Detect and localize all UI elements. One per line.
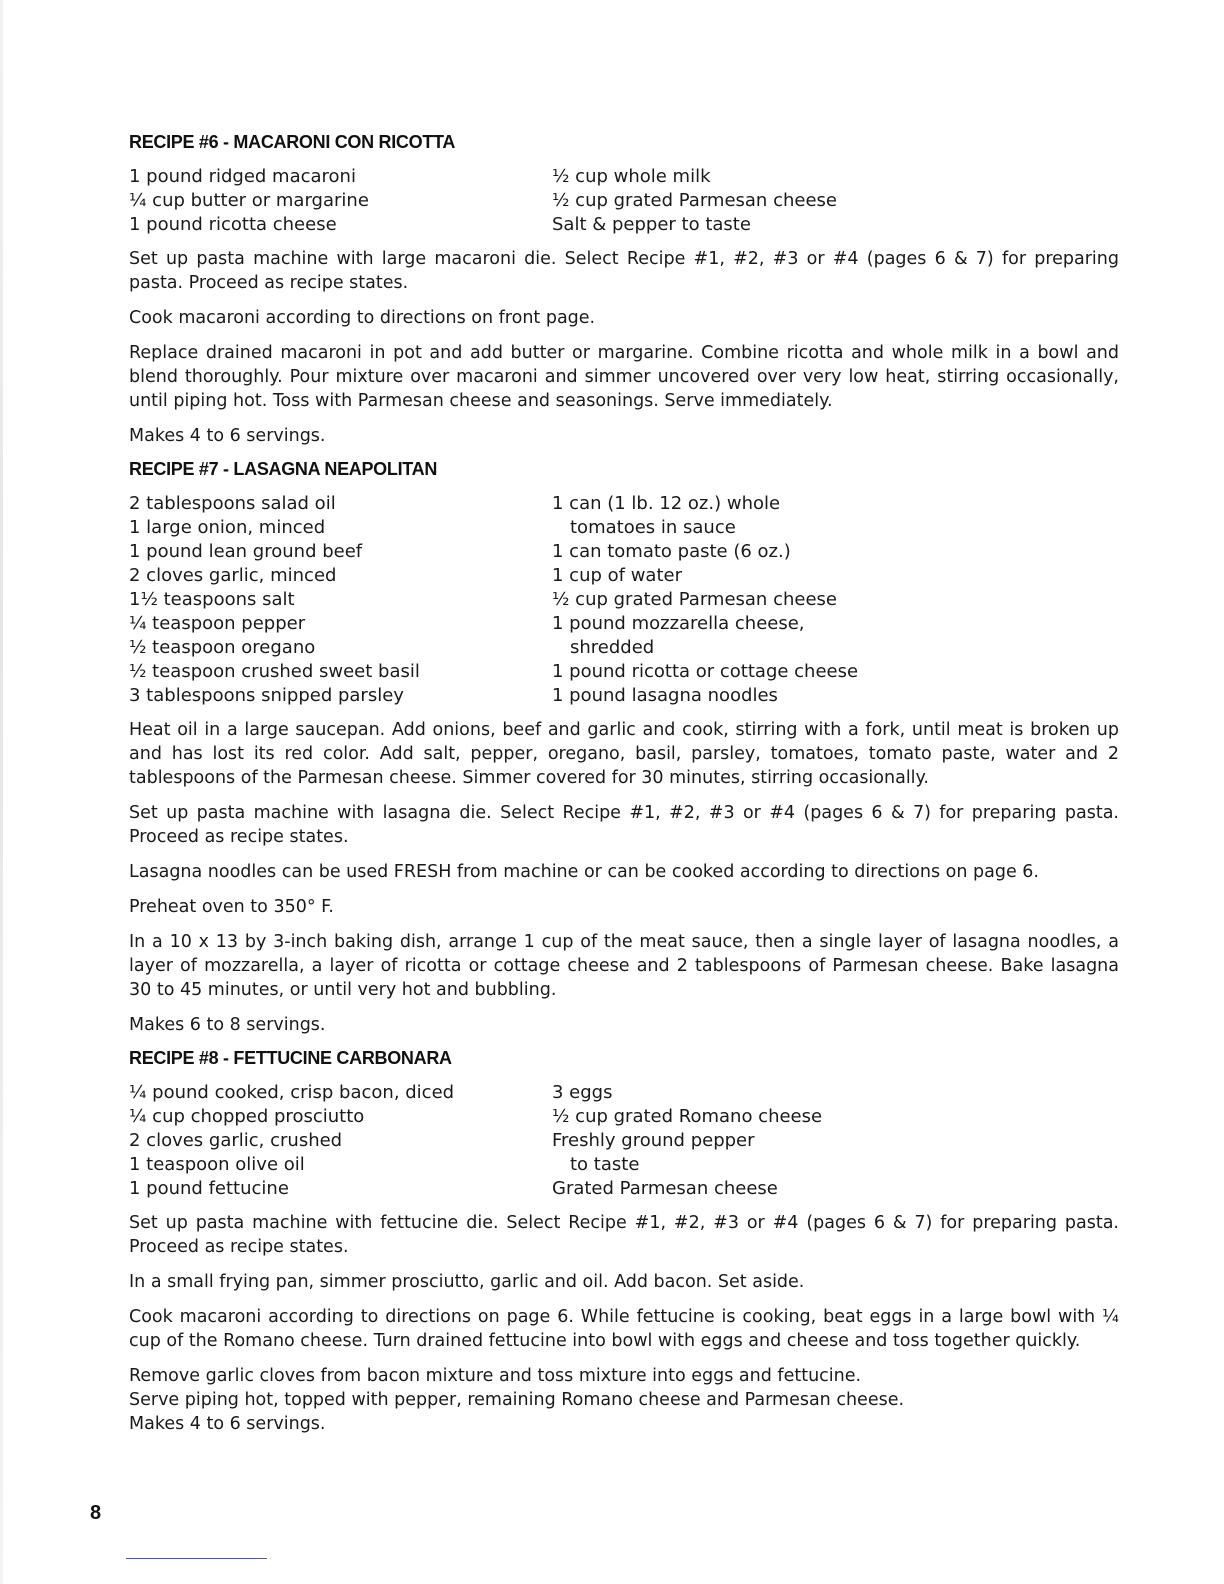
ingredient-item: 1 pound ricotta or cottage cheese [552, 661, 859, 682]
ingredient-column-right [552, 492, 1119, 708]
ingredient-item: 1 teaspoon olive oil [129, 1154, 305, 1175]
ingredient-item: ¼ cup butter or margarine [129, 190, 369, 211]
ingredient-item: 1 pound lasagna noodles [552, 685, 778, 706]
ingredient-item: 1½ teaspoons salt [129, 589, 295, 610]
ingredient-item: ½ cup grated Parmesan cheese [552, 589, 837, 610]
instruction-paragraph: Set up pasta machine with fettucine die. Select Recipe #1, #2, #3 or #4 (pages 6 & 7) for preparing pasta. Proceed as recipe states. [129, 1213, 1119, 1257]
ingredient-item: 1 pound lean ground beef [129, 541, 363, 562]
recipe-title: RECIPE #7 - LASAGNA NEAPOLITAN [129, 459, 438, 479]
ingredient-item: 3 tablespoons snipped parsley [129, 685, 404, 706]
ingredient-item: tomatoes in sauce [570, 517, 736, 538]
ingredient-item: 1 can tomato paste (6 oz.) [552, 541, 791, 562]
ingredient-item: Salt & pepper to taste [552, 214, 751, 235]
ingredient-column-right [552, 1081, 1119, 1201]
ingredient-item: ½ teaspoon crushed sweet basil [129, 661, 420, 682]
instruction-paragraph: Heat oil in a large saucepan. Add onions, beef and garlic and cook, stirring with a fork, until meat is broken up and has lost its red color. Add salt, pepper, oregano, basil, parsley, tomatoes, tomato paste, water and 2 tablespoons of the Parmesan cheese. Simmer covered for 30 minutes, stirring occasionally. [129, 720, 1119, 788]
recipe-title: RECIPE #6 - MACARONI CON RICOTTA [129, 132, 456, 152]
ingredient-item: ¼ pound cooked, crisp bacon, diced [129, 1082, 455, 1103]
ingredient-item: 2 cloves garlic, crushed [129, 1130, 343, 1151]
recipe-6 [129, 132, 1119, 448]
ingredient-item: ½ cup grated Parmesan cheese [552, 190, 837, 211]
ingredient-item: 1 pound mozzarella cheese, [552, 613, 805, 634]
ingredient-item: 1 pound ricotta cheese [129, 214, 337, 235]
ingredient-column-left [129, 492, 552, 708]
ingredient-item: ½ teaspoon oregano [129, 637, 316, 658]
ingredient-list [129, 165, 1119, 237]
servings-note: Makes 4 to 6 servings. [129, 1414, 326, 1434]
ingredient-item: Freshly ground pepper [552, 1130, 755, 1151]
ingredient-item: ½ cup grated Romano cheese [552, 1106, 823, 1127]
bottom-rule [126, 1558, 267, 1559]
ingredient-item: ¼ teaspoon pepper [129, 613, 306, 634]
instruction-paragraph: Remove garlic cloves from bacon mixture and toss mixture into eggs and fettucine. [129, 1366, 862, 1386]
instruction-paragraph: Set up pasta machine with large macaroni die. Select Recipe #1, #2, #3 or #4 (pages 6 & 7) for preparing pasta. Proceed as recipe states. [129, 249, 1119, 293]
instruction-paragraph: In a 10 x 13 by 3-inch baking dish, arrange 1 cup of the meat sauce, then a single layer of lasagna noodles, a layer of mozzarella, a layer of ricotta or cottage cheese and 2 tablespoons of Parmesan cheese. Bake lasagna 30 to 45 minutes, or until very hot and bubbling. [129, 932, 1119, 1000]
document-page [129, 132, 1119, 1436]
ingredient-item: Grated Parmesan cheese [552, 1178, 778, 1199]
instruction-paragraph: Preheat oven to 350° F. [129, 897, 334, 917]
instruction-paragraph: Lasagna noodles can be used FRESH from machine or can be cooked according to directions on page 6. [129, 862, 1039, 882]
ingredient-item: 1 can (1 lb. 12 oz.) whole [552, 493, 781, 514]
ingredient-item: 1 cup of water [552, 565, 682, 586]
ingredient-column-right [552, 165, 1119, 237]
instruction-paragraph: Set up pasta machine with lasagna die. Select Recipe #1, #2, #3 or #4 (pages 6 & 7) for preparing pasta. Proceed as recipe states. [129, 803, 1119, 847]
ingredient-item: ½ cup whole milk [552, 166, 711, 187]
recipe-7 [129, 459, 1119, 1037]
ingredient-item: shredded [570, 637, 655, 658]
ingredient-list [129, 492, 1119, 708]
instruction-paragraph: In a small frying pan, simmer prosciutto, garlic and oil. Add bacon. Set aside. [129, 1272, 805, 1292]
ingredient-item: 1 large onion, minced [129, 517, 326, 538]
servings-note: Makes 6 to 8 servings. [129, 1015, 326, 1035]
ingredient-item: 2 tablespoons salad oil [129, 493, 336, 514]
recipe-title: RECIPE #8 - FETTUCINE CARBONARA [129, 1048, 452, 1068]
ingredient-column-left [129, 165, 552, 237]
ingredient-item: to taste [570, 1154, 640, 1175]
page-number: 8 [90, 1502, 102, 1524]
scan-edge [0, 0, 3, 1584]
ingredient-item: 1 pound ridged macaroni [129, 166, 356, 187]
ingredient-item: 2 cloves garlic, minced [129, 565, 337, 586]
ingredient-column-left [129, 1081, 552, 1201]
ingredient-item: 3 eggs [552, 1082, 613, 1103]
recipe-8 [129, 1048, 1119, 1436]
ingredient-item: ¼ cup chopped prosciutto [129, 1106, 365, 1127]
instruction-paragraph: Cook macaroni according to directions on page 6. While fettucine is cooking, beat eggs in a large bowl with ¼ cup of the Romano cheese. Turn drained fettucine into bowl with eggs and cheese and toss together quickly. [129, 1307, 1119, 1351]
ingredient-item: 1 pound fettucine [129, 1178, 289, 1199]
instruction-paragraph: Cook macaroni according to directions on front page. [129, 308, 596, 328]
servings-note: Makes 4 to 6 servings. [129, 426, 326, 446]
instruction-paragraph: Serve piping hot, topped with pepper, remaining Romano cheese and Parmesan cheese. [129, 1390, 905, 1410]
instruction-paragraph: Replace drained macaroni in pot and add butter or margarine. Combine ricotta and whole milk in a bowl and blend thoroughly. Pour mixture over macaroni and simmer uncovered over very low heat, stirring occasionally, until piping hot. Toss with Parmesan cheese and seasonings. Serve immediately. [129, 343, 1119, 411]
ingredient-list [129, 1081, 1119, 1201]
